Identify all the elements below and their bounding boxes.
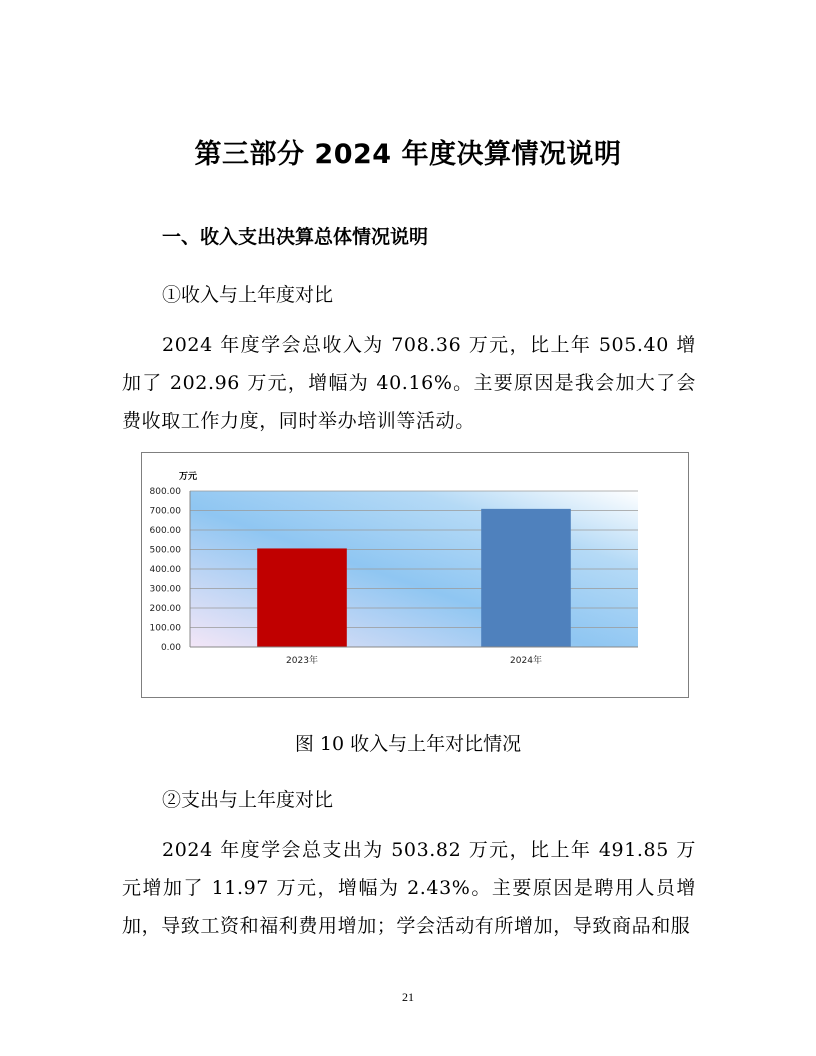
y-tick-label: 200.00 xyxy=(149,604,181,614)
y-tick-label: 700.00 xyxy=(149,506,181,517)
income-chart xyxy=(141,452,689,698)
section-heading: 一、收入支出决算总体情况说明 xyxy=(162,226,429,248)
paragraph-income: 2024 年度学会总收入为 708.36 万元，比上年 505.40 增加了 202.96 万元，增幅为 40.16%。主要原因是我会加大了会费收取工作力度，同时举办培训等活动。 xyxy=(122,334,696,432)
income-bar-chart xyxy=(142,453,688,697)
y-tick-label: 600.00 xyxy=(149,526,181,536)
figure-caption: 图 10 收入与上年对比情况 xyxy=(294,733,522,755)
subheading-expense: ②支出与上年度对比 xyxy=(162,789,334,811)
x-tick-labels xyxy=(286,654,542,666)
y-tick-label: 500.00 xyxy=(149,545,181,556)
subheading-income: ①收入与上年度对比 xyxy=(162,284,334,306)
y-tick-label: 0.00 xyxy=(160,643,181,653)
page-number: 21 xyxy=(402,990,414,1004)
y-tick-labels xyxy=(150,487,182,653)
y-axis-unit-label: 万元 xyxy=(179,472,198,482)
bar-2023年 xyxy=(257,548,347,647)
x-tick-label: 2023年 xyxy=(286,656,318,666)
bar-2024年 xyxy=(481,509,571,647)
y-tick-label: 400.00 xyxy=(149,565,181,575)
y-tick-label: 800.00 xyxy=(149,487,181,497)
page-title: 第三部分 2024 年度决算情况说明 xyxy=(194,139,622,170)
paragraph-expense: 2024 年度学会总支出为 503.82 万元，比上年 491.85 万元增加了 11.97 万元，增幅为 2.43%。主要原因是聘用人员增加，导致工资和福利费用增加；学会活动有所增加，导致商品和服 xyxy=(122,839,696,937)
x-tick-label: 2024年 xyxy=(510,656,542,666)
y-tick-label: 100.00 xyxy=(149,623,181,634)
y-tick-label: 300.00 xyxy=(149,584,181,595)
